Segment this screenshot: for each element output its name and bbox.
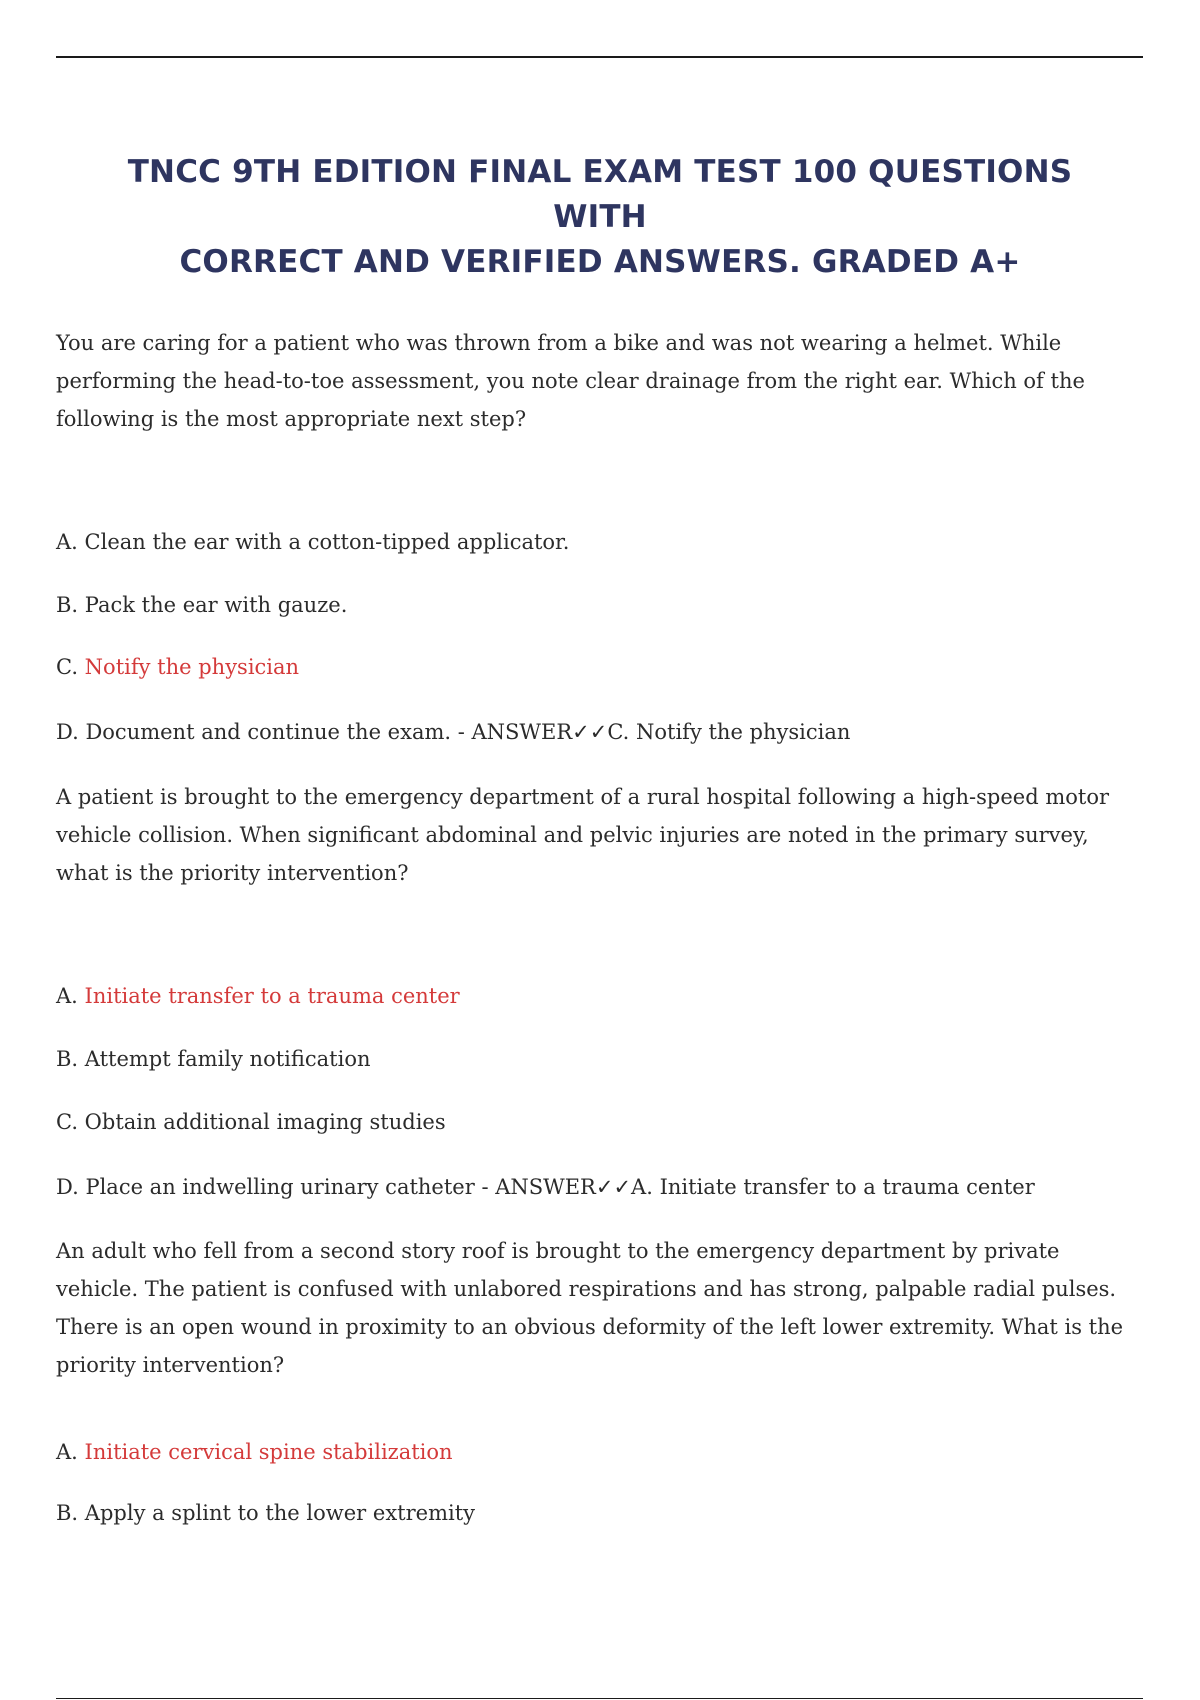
question-1-stem: You are caring for a patient who was thrown from a bike and was not wearing a helmet. While performing the head-to-toe assessment, you note clear drainage from the right ear. Which of the following is the most appropriate next step? xyxy=(56,331,1085,431)
page-title xyxy=(80,150,1120,285)
bottom-divider xyxy=(56,1698,1143,1699)
question-1-option-c: C. Notify the physician xyxy=(56,655,300,679)
top-divider xyxy=(56,56,1143,58)
title-line-1: TNCC 9TH EDITION FINAL EXAM TEST 100 QUESTIONS WITH xyxy=(127,154,1073,235)
question-2-stem: A patient is brought to the emergency department of a rural hospital following a high-speed motor vehicle collision. When significant abdominal and pelvic injuries are noted in the primary survey, what is the priority intervention? xyxy=(56,785,1109,885)
highlighted-answer: Initiate cervical spine stabilization xyxy=(84,1440,453,1464)
question-2-option-c: C. Obtain additional imaging studies xyxy=(56,1110,446,1134)
highlighted-answer: Initiate transfer to a trauma center xyxy=(84,984,460,1008)
highlighted-answer: Notify the physician xyxy=(84,655,300,679)
question-3-option-a: A. Initiate cervical spine stabilization xyxy=(56,1440,453,1464)
question-2-option-b: B. Attempt family notification xyxy=(56,1047,371,1071)
question-3-option-b: B. Apply a splint to the lower extremity xyxy=(56,1501,475,1525)
title-line-2: CORRECT AND VERIFIED ANSWERS. GRADED A+ xyxy=(179,244,1021,280)
question-1-option-a: A. Clean the ear with a cotton-tipped applicator. xyxy=(56,530,570,554)
question-2-option-a: A. Initiate transfer to a trauma center xyxy=(56,984,460,1008)
question-2-option-d: D. Place an indwelling urinary catheter - ANSWER✓✓A. Initiate transfer to a trauma center xyxy=(56,1175,1035,1199)
question-3-stem: An adult who fell from a second story roof is brought to the emergency department by private vehicle. The patient is confused with unlabored respirations and has strong, palpable radial pulses. There is an open wound in proximity to an obvious deformity of the left lower extremity. What is the priority intervention? xyxy=(56,1239,1124,1377)
question-1-option-b: B. Pack the ear with gauze. xyxy=(56,593,348,617)
question-1-option-d: D. Document and continue the exam. - ANSWER✓✓C. Notify the physician xyxy=(56,720,851,744)
